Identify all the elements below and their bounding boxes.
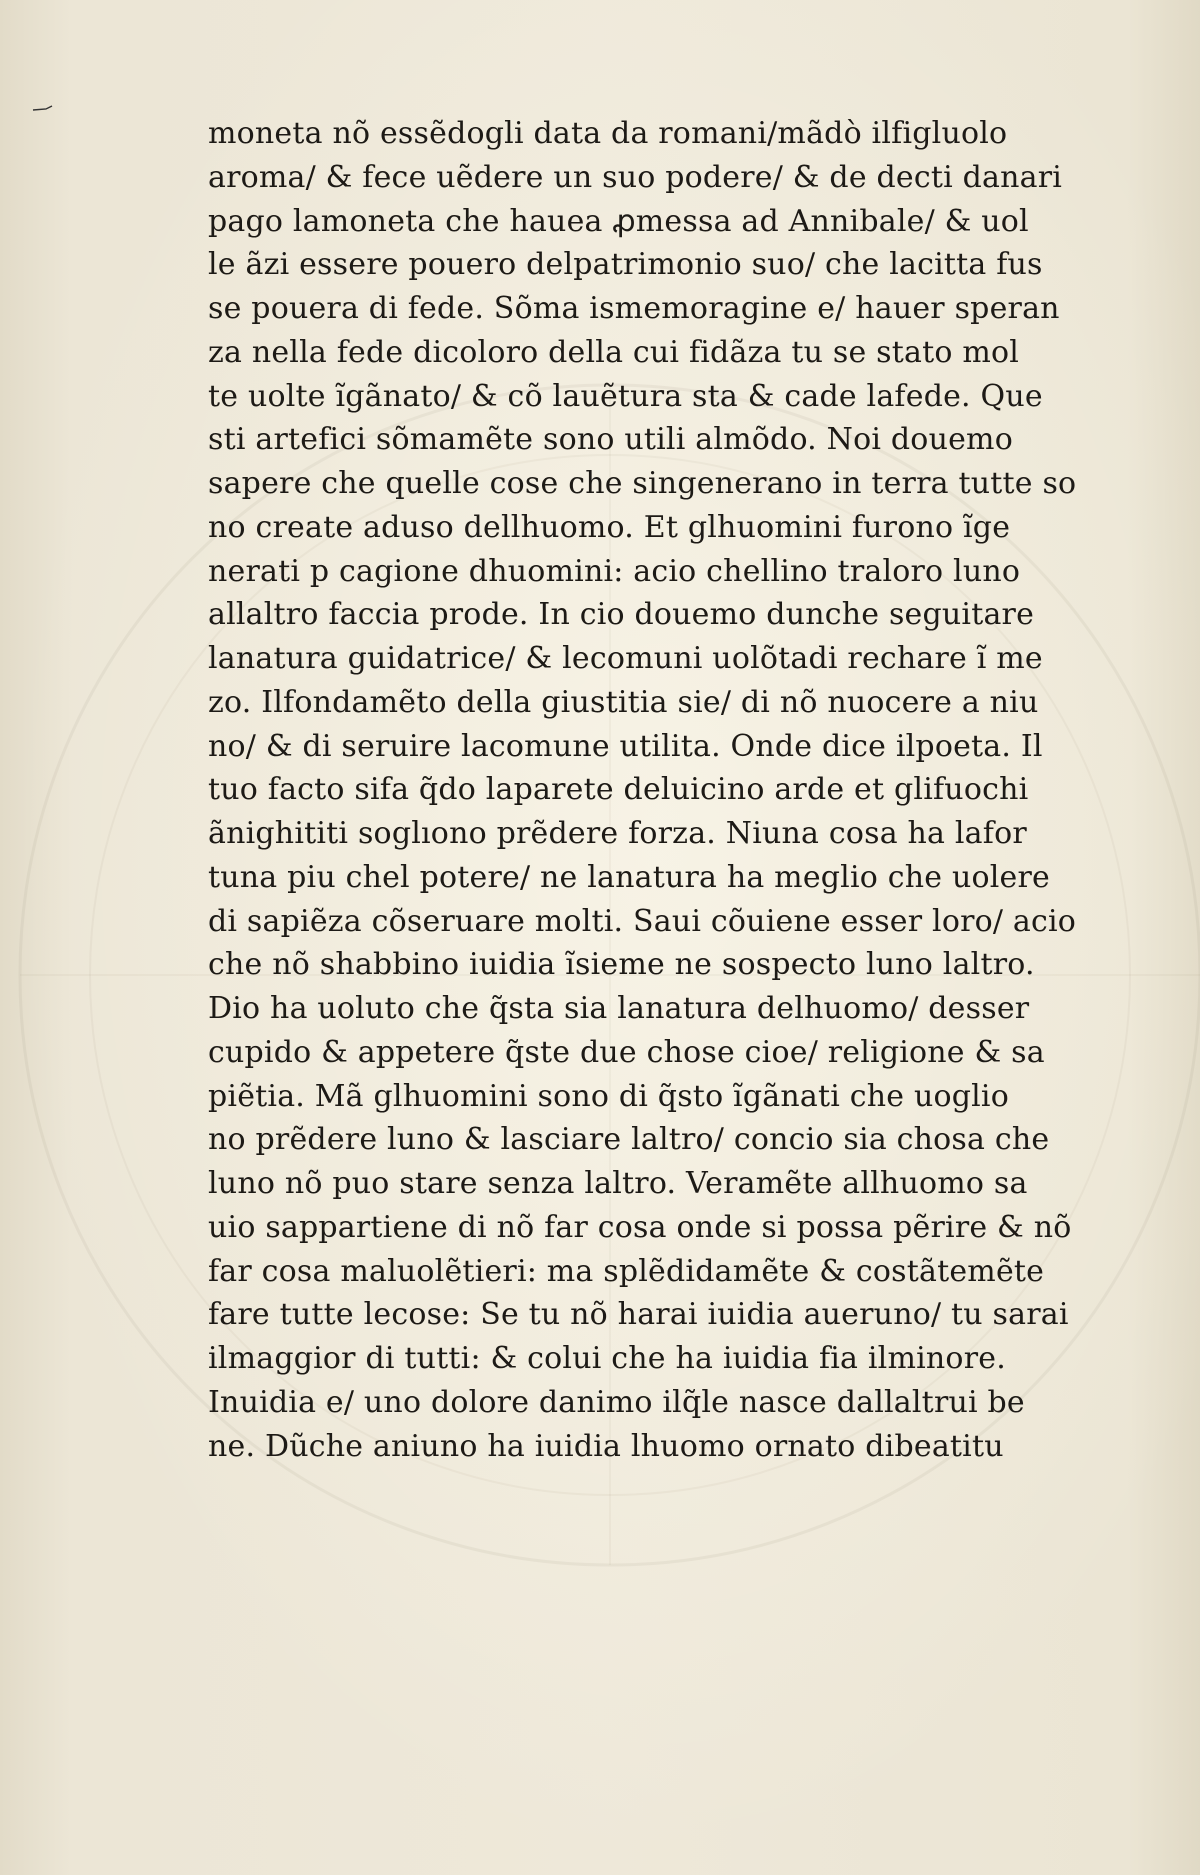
- text-line: sapere che quelle cose che singenerano in terra tutte so: [208, 466, 1077, 501]
- margin-ink-mark: [32, 104, 54, 114]
- text-line: fare tutte lecose: Se tu nõ harai iuidia auerunο/ tu sarai: [208, 1297, 1069, 1333]
- text-line: far cosa maluolẽtieri: ma splẽdidamẽte & costãtemẽte: [208, 1253, 1045, 1289]
- text-line: luno nõ puo stare senza laltro. Veramẽte allhuomo sa: [208, 1166, 1028, 1201]
- text-line: aroma/ & fece uẽdere un suo podere/ & de decti danari: [208, 159, 1063, 195]
- text-line: pago lamoneta che hauea ꝓmessa ad Annibale/ & uol: [208, 203, 1029, 239]
- text-line: no prẽdere luno & lasciare laltro/ concio sia chosa che: [208, 1122, 1050, 1158]
- text-line: te uolte ĩgãnato/ & cõ lauẽtura sta & cade lafede. Que: [208, 378, 1043, 414]
- text-line: tuna piu chel potere/ ne lanatura ha meglio che uolere: [208, 859, 1051, 895]
- text-line: ãnighititi soglıono prẽdere forza. Niuna cosa ha lafor: [208, 816, 1027, 851]
- text-line: lanatura guidatrice/ & lecomuni uolõtadi rechare ĩ me: [208, 641, 1043, 676]
- text-line: cupido & appetere q̃ste due chose cioe/ religione & sa: [208, 1034, 1045, 1070]
- text-line: uio sappartiene di nõ far cosa onde si possa pẽrire & nõ: [208, 1209, 1072, 1245]
- text-line: di sapiẽza cõseruare molti. Saui cõuiene esser loro/ acio: [208, 903, 1077, 939]
- text-line: no create aduso dellhuomo. Et glhuomini furono ĩge: [208, 509, 1011, 545]
- text-line: no/ & di seruire lacomune utilita. Onde dice ilpoeta. Il: [208, 728, 1043, 764]
- text-line: nerati p cagione dhuomini: acio chellino traloro luno: [208, 553, 1021, 589]
- body-text: [208, 112, 1154, 1468]
- text-line: sti artefici sõmamẽte sono utili almõdo. Noi douemo: [208, 422, 1013, 458]
- text-line: piẽtia. Mã glhuomini sono di q̃sto ĩgãnati che uoglio: [208, 1078, 1009, 1114]
- text-line: moneta nõ essẽdogli data da romani/mãdò ilfigluolo: [208, 116, 1008, 151]
- text-line: zo. Ilfondamẽto della giustitia sie/ di nõ nuocere a niu: [208, 684, 1039, 720]
- text-line: le ãzi essere pouero delpatrimonio suo/ che lacitta fus: [208, 247, 1043, 283]
- text-line: Dio ha uoluto che q̃sta sia lanatura delhuomo/ desser: [208, 991, 1030, 1026]
- text-line: ne. Dũche aniuno ha iuidia lhuomo ornato dibeatitu: [208, 1428, 1004, 1464]
- text-line: Inuidia e/ uno dolore danimo ilq̃le nasce dallaltrui be: [208, 1384, 1025, 1420]
- text-line: za nella fede dicoloro della cui fidãza tu se stato mol: [208, 334, 1020, 370]
- text-line: ilmaggior di tutti: & colui che ha iuidia fia ilminore.: [208, 1341, 1006, 1376]
- text-line: che nõ shabbino iuidia ĩsieme ne sospecto luno laltro.: [208, 947, 1035, 983]
- text-line: allaltro faccia prode. In cio douemo dunche seguitare: [208, 597, 1035, 633]
- text-line: tuo facto sifa q̃do laparete deluicino arde et glifuochi: [208, 772, 1029, 808]
- text-line: se pouera di fede. Sõma ismemoragine e/ hauer speran: [208, 291, 1060, 326]
